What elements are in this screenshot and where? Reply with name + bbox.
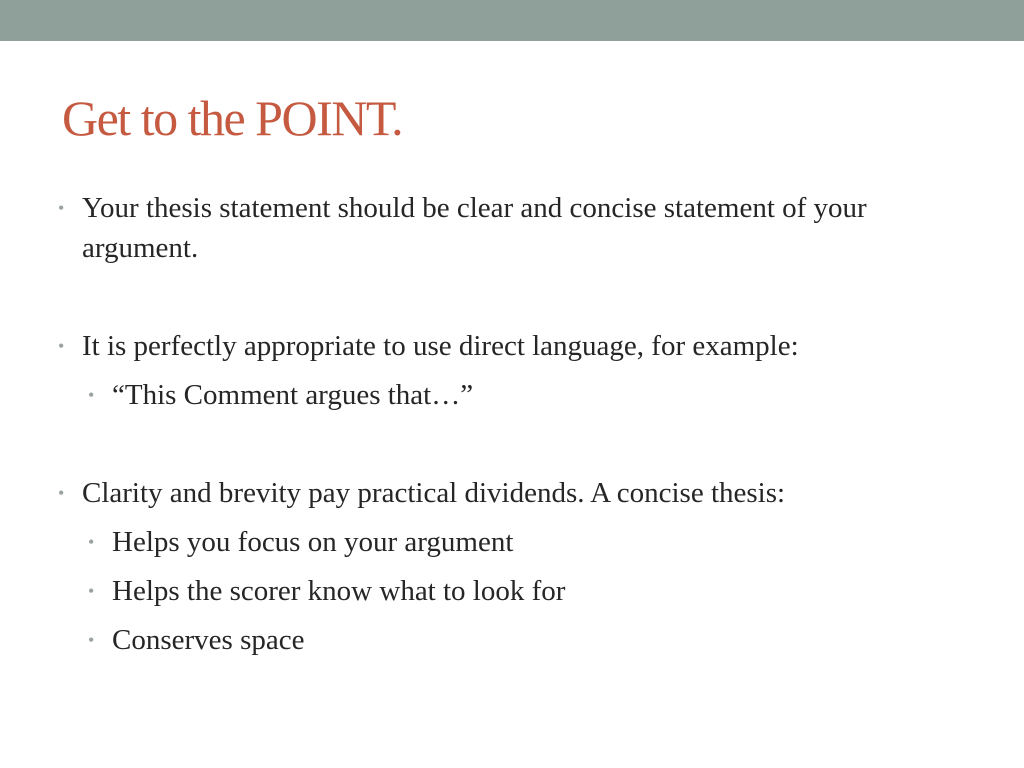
bullet-icon: • <box>88 532 95 552</box>
sub-bullet-text: “This Comment argues that…” <box>112 379 474 411</box>
bullet-text: Clarity and brevity pay practical dividends. A concise thesis: <box>82 477 786 509</box>
bullet-point-clear-thesis <box>56 188 956 268</box>
bullet-icon: • <box>58 336 65 356</box>
bullet-icon: • <box>58 483 65 503</box>
bullet-icon: • <box>88 385 95 405</box>
bullet-point-clarity-brevity <box>56 473 956 513</box>
bullet-text: It is perfectly appropriate to use direct language, for example: <box>82 330 799 362</box>
sub-bullet-space <box>56 620 956 660</box>
sub-bullet-text: Helps the scorer know what to look for <box>112 575 566 607</box>
bullet-icon: • <box>88 630 95 650</box>
sub-bullet-scorer <box>56 571 956 611</box>
sub-bullet-focus <box>56 522 956 562</box>
bullet-list <box>56 188 956 660</box>
top-accent-band <box>0 0 1024 41</box>
sub-bullet-text: Conserves space <box>112 624 305 656</box>
bullet-icon: • <box>88 581 95 601</box>
slide-title: Get to the POINT. <box>62 90 403 146</box>
bullet-icon: • <box>58 198 65 218</box>
sub-bullet-text: Helps you focus on your argument <box>112 526 514 558</box>
bullet-point-direct-language <box>56 326 956 366</box>
sub-bullet-example-phrase <box>56 375 956 415</box>
bullet-text: Your thesis statement should be clear and concise statement of your argument. <box>82 192 867 264</box>
